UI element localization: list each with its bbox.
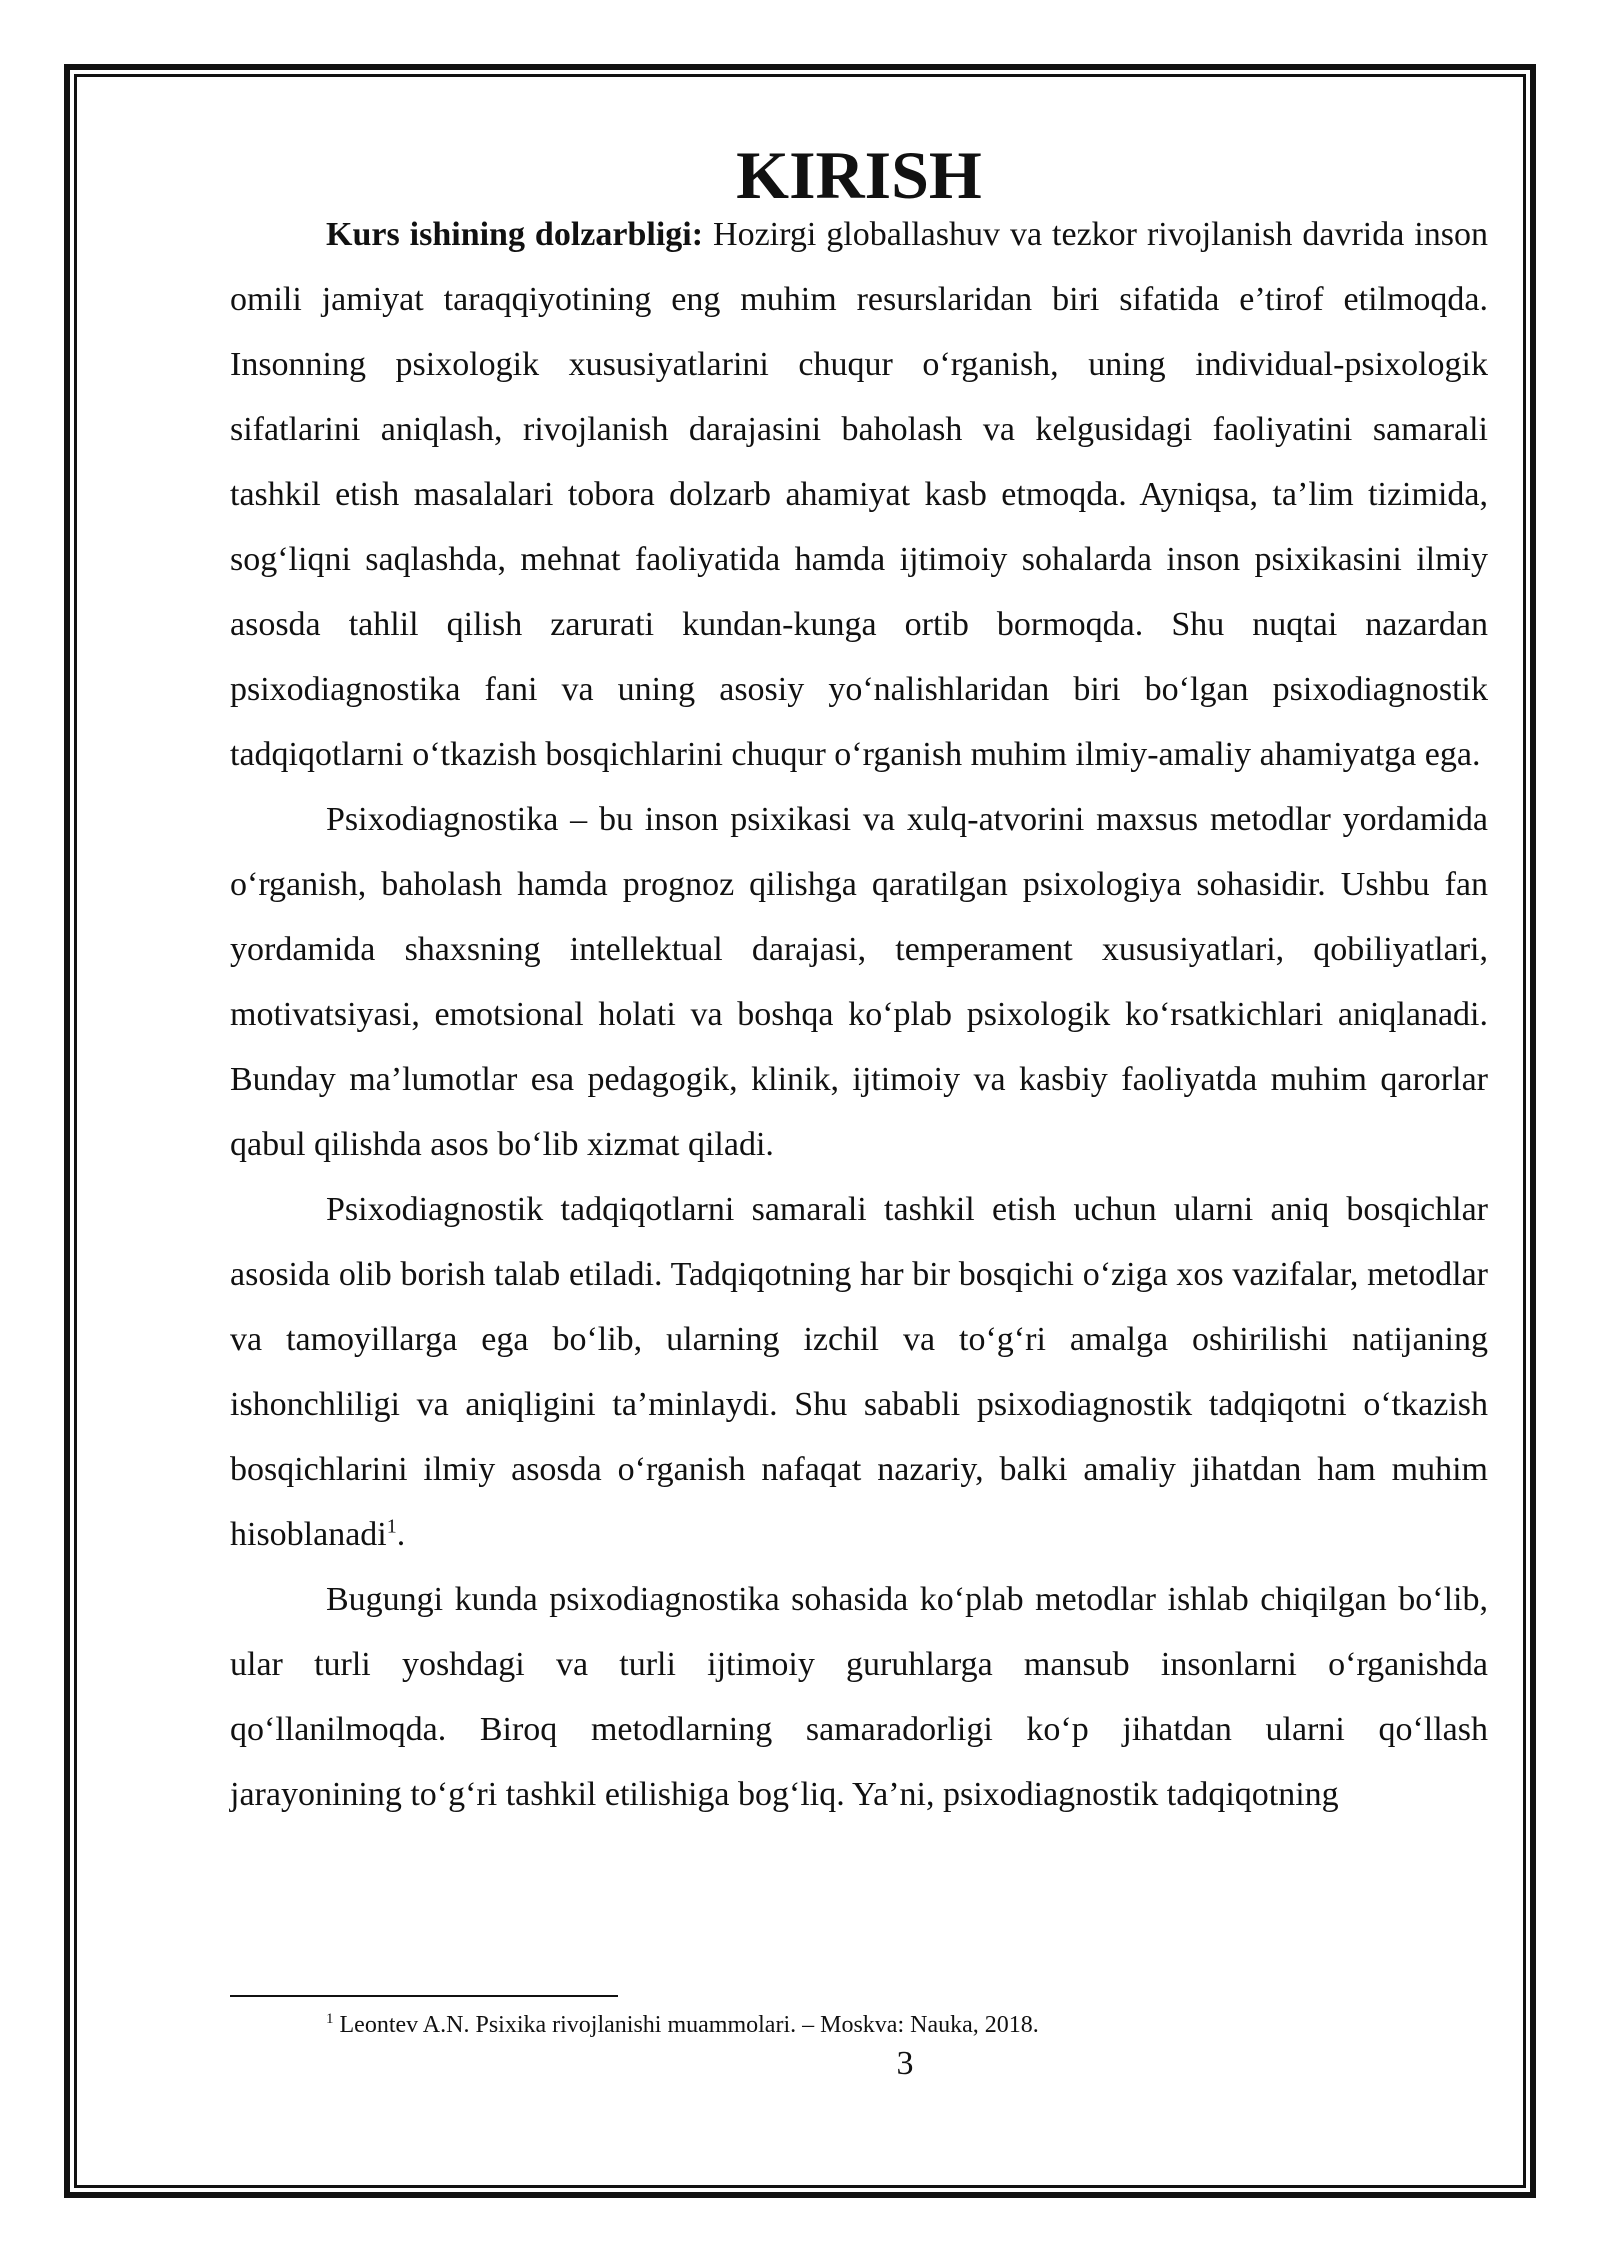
footnote-number: 1 — [326, 2011, 334, 2027]
paragraph-text: Psixodiagnostik tadqiqotlarni samarali tashkil etish uchun ularni aniq bosqichlar asosida olib borish talab etiladi. Tadqiqotning har bir bosqichi o‘ziga xos vazifalar, metodlar va tamoyillarga ega bo‘lib, ularning izchil va to‘g‘ri amalga oshirilishi natijaning ishonchliligi va aniqligini ta’minlaydi. Shu sababli psixodiagnostik tadqiqotni o‘tkazish bosqichlarini ilmiy asosda o‘rganish nafaqat nazariy, balki amaliy jihatdan ham muhim hisoblanadi — [230, 1191, 1488, 1553]
footnote-text: Leontev A.N. Psixika rivojlanishi muammolari. – Moskva: Nauka, 2018. — [333, 2012, 1039, 2038]
paragraph-stages — [230, 1177, 1488, 1567]
section-title: KIRISH — [736, 137, 982, 213]
footnote — [326, 2008, 1486, 2042]
paragraph-text: Bugungi kunda psixodiagnostika sohasida ko‘plab metodlar ishlab chiqilgan bo‘lib, ular turli yoshdagi va turli ijtimoiy guruhlarga mansub insonlarni o‘rganishda qo‘llanilmoqda. Biroq metodlarning samaradorligi ko‘p jihatdan ularni qo‘llash jarayonining to‘g‘ri tashkil etilishiga bog‘liq. Ya’ni, psixodiagnostik tadqiqotning — [230, 1581, 1488, 1813]
paragraph-text: Psixodiagnostika – bu inson psixikasi va xulq-atvorini maxsus metodlar yordamida o‘rganish, baholash hamda prognoz qilishga qaratilgan psixologiya sohasidir. Ushbu fan yordamida shaxsning intellektual darajasi, temperament xususiyatlari, qobiliyatlari, motivatsiyasi, emotsional holati va boshqa ko‘plab psixologik ko‘rsatkichlari aniqlanadi. Bunday ma’lumotlar esa pedagogik, klinik, ijtimoiy va kasbiy faoliyatda muhim qarorlar qabul qilishda asos bo‘lib xizmat qiladi. — [230, 801, 1488, 1163]
footnote-separator — [230, 1995, 618, 1997]
paragraph-lead: Kurs ishining dolzarbligi: — [326, 216, 704, 253]
document-body — [230, 137, 1488, 1827]
paragraph-tail: . — [396, 1516, 406, 1553]
paragraph-text: Hozirgi globallashuv va tezkor rivojlanish davrida inson omili jamiyat taraqqiyotining eng muhim resurslaridan biri sifatida e’tirof etilmoqda. Insonning psixologik xususiyatlarini chuqur o‘rganish, uning individual-psixologik sifatlarini aniqlash, rivojlanish darajasini baholash va kelgusidagi faoliyatini samarali tashkil etish masalalari tobora dolzarb ahamiyat kasb etmoqda. Ayniqsa, ta’lim tizimida, sog‘liqni saqlashda, mehnat faoliyatida hamda ijtimoiy sohalarda inson psixikasini ilmiy asosda tahlil qilish zarurati kundan-kunga ortib bormoqda. Shu nuqtai nazardan psixodiagnostika fani va uning asosiy yo‘nalishlaridan biri bo‘lgan psixodiagnostik tadqiqotlarni o‘tkazish bosqichlarini chuqur o‘rganish muhim ilmiy-amaliy ahamiyatga ega. — [230, 216, 1488, 773]
page-number — [0, 2042, 1600, 2086]
paragraph-methods — [230, 1567, 1488, 1827]
footnote-reference[interactable]: 1 — [386, 1515, 397, 1538]
paragraph-relevance — [230, 202, 1488, 787]
paragraph-definition — [230, 787, 1488, 1177]
page-number-text: 3 — [896, 2045, 914, 2082]
